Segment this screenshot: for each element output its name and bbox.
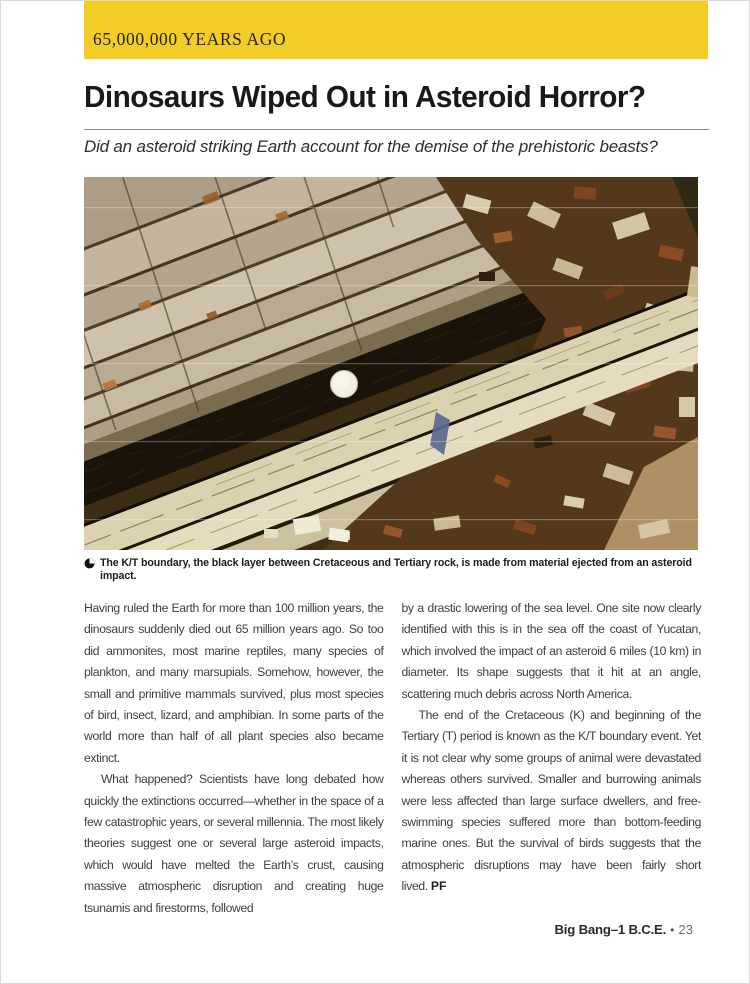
era-banner-label: 65,000,000 YEARS AGO bbox=[93, 29, 287, 49]
kt-boundary-photo bbox=[84, 177, 698, 550]
article-subtitle: Did an asteroid striking Earth account for the demise of the prehistoric beasts? bbox=[84, 137, 658, 156]
paragraph: by a drastic lowering of the sea level. One site now clearly identified with this is in the sea off the coast of Yucatan, which involved the impact of an asteroid 6 miles (10 km) in diameter. Its shape suggests that it hit at an angle, scattering much debris across North America. bbox=[401, 601, 701, 701]
era-banner bbox=[84, 1, 708, 59]
body-column-right bbox=[402, 598, 702, 919]
photo-caption bbox=[84, 557, 708, 583]
author-initials: PF bbox=[430, 879, 447, 894]
footer-page-number: 23 bbox=[678, 922, 693, 937]
article-title: Dinosaurs Wiped Out in Asteroid Horror? bbox=[84, 79, 646, 114]
paragraph: What happened? Scientists have long debated how quickly the extinctions occurred—whether in the space of a few catastrophic years, or several millennia. The most likely theories suggest one or several large asteroid impacts, which would have melted the Earth’s crust, causing massive atmospheric disruption and creating huge tsunamis and firestorms, followed bbox=[84, 772, 384, 915]
rock-strata-illustration bbox=[84, 177, 698, 550]
article-body bbox=[84, 598, 701, 919]
clock-quarter-icon bbox=[84, 557, 95, 569]
footer-separator: • bbox=[670, 923, 675, 937]
paragraph bbox=[402, 705, 702, 898]
paragraph: Having ruled the Earth for more than 100 million years, the dinosaurs suddenly died out 65 million years ago. So too did ammonites, most marine reptiles, many species of plankton, and many marsupials. Somehow, however, the small and primitive mammals survived, plus most species of bird, insect, lizard, and amphibian. In some parts of the world more than half of all plant species also became extinct. bbox=[84, 601, 384, 765]
paragraph-text: The end of the Cretaceous (K) and beginning of the Tertiary (T) period is known as the K/T boundary event. Yet it is not clear why some groups of animal were devastated whereas others survived. Smaller and burrowing animals were less affected than large surface dwellers, and free-swimming species suffered more than bottom-feeding marine ones. But the survival of birds suggests that the atmospheric disruptions may have been fairly short lived. bbox=[401, 708, 701, 894]
photo-caption-text: The K/T boundary, the black layer between Cretaceous and Tertiary rock, is made from material ejected from an asteroid impact. bbox=[100, 557, 692, 582]
body-column-left bbox=[84, 598, 384, 919]
title-divider bbox=[84, 129, 709, 130]
footer-book-title: Big Bang–1 B.C.E. bbox=[554, 922, 667, 937]
page-footer bbox=[554, 922, 693, 937]
